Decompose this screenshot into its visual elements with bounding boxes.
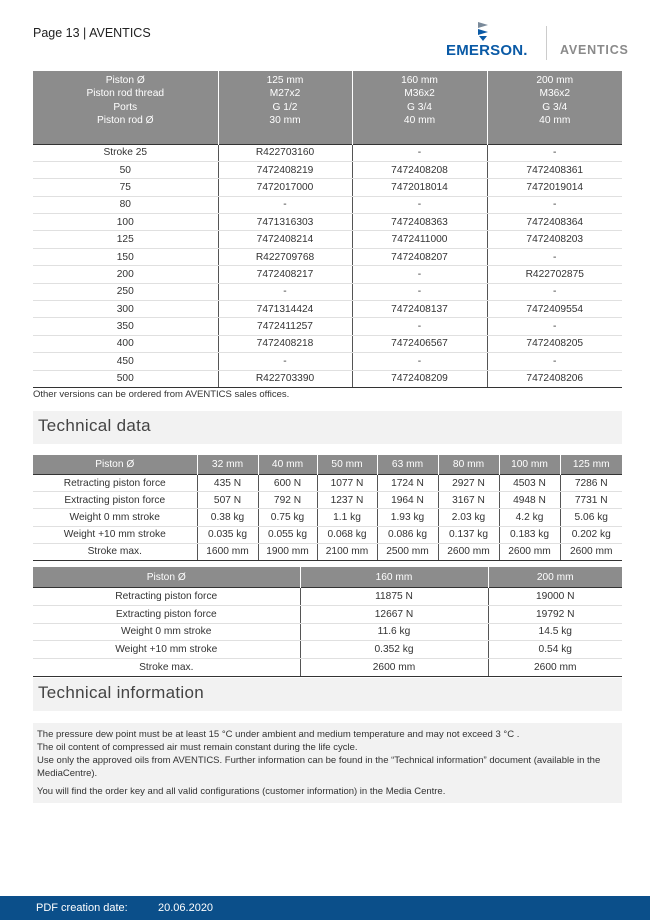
header-cell: Piston Ø bbox=[33, 567, 300, 588]
table-row bbox=[33, 335, 622, 352]
table-cell: 19000 N bbox=[488, 588, 622, 606]
header-line: 30 mm bbox=[269, 114, 301, 126]
table-cell: 7472408218 bbox=[218, 335, 352, 352]
table-row bbox=[33, 196, 622, 213]
section-title: Technical information bbox=[38, 683, 204, 702]
table-row bbox=[33, 370, 622, 387]
header-line: G 1/2 bbox=[272, 101, 298, 113]
table-row bbox=[33, 318, 622, 335]
table-cell: Stroke max. bbox=[33, 543, 197, 560]
table-cell: R422709768 bbox=[218, 248, 352, 265]
table-cell: 450 bbox=[33, 353, 218, 370]
table-cell: 1.93 kg bbox=[377, 509, 438, 526]
table-cell: 7472406567 bbox=[352, 335, 487, 352]
table-cell: 7472408217 bbox=[218, 266, 352, 283]
table-cell: 0.352 kg bbox=[300, 641, 488, 659]
table-cell: - bbox=[487, 248, 622, 265]
header-line: 125 mm bbox=[266, 75, 304, 86]
table-cell: - bbox=[487, 144, 622, 161]
table-cell: 200 bbox=[33, 266, 218, 283]
table-cell: 1237 N bbox=[317, 492, 377, 509]
info-paragraph: The oil content of compressed air must remain constant during the life cycle. bbox=[37, 742, 358, 753]
technical-data-table-small bbox=[33, 455, 622, 561]
table-cell: Retracting piston force bbox=[33, 588, 300, 606]
header-cell bbox=[218, 71, 352, 144]
table-cell: R422703160 bbox=[218, 144, 352, 161]
table-cell: 2600 mm bbox=[499, 543, 560, 560]
table-row bbox=[33, 605, 622, 623]
header-line: G 3/4 bbox=[407, 101, 432, 113]
table-cell: 7731 N bbox=[560, 492, 622, 509]
info-paragraph: Use only the approved oils from AVENTICS. Further information can be found in the “Technical information” document (available in the MediaCentre). bbox=[37, 755, 601, 779]
table-row bbox=[33, 283, 622, 300]
header-cell: 40 mm bbox=[258, 455, 317, 475]
table-cell: 2927 N bbox=[438, 475, 499, 492]
table-row bbox=[33, 161, 622, 178]
header-row bbox=[33, 567, 622, 588]
table-cell: 0.086 kg bbox=[377, 526, 438, 543]
table-cell: Weight +10 mm stroke bbox=[33, 641, 300, 659]
table-cell: 7472408203 bbox=[487, 231, 622, 248]
header-cell: 63 mm bbox=[377, 455, 438, 475]
info-paragraph: You will find the order key and all valid configurations (customer information) in the Media Centre. bbox=[37, 786, 446, 797]
table-cell: 14.5 kg bbox=[488, 623, 622, 641]
table-cell: - bbox=[218, 196, 352, 213]
table-cell: 4.2 kg bbox=[499, 509, 560, 526]
table-cell: 50 bbox=[33, 161, 218, 178]
table-cell: 0.202 kg bbox=[560, 526, 622, 543]
table-cell: 500 bbox=[33, 370, 218, 387]
table-cell: 7472411000 bbox=[352, 231, 487, 248]
table-cell: 12667 N bbox=[300, 605, 488, 623]
table-row bbox=[33, 231, 622, 248]
table-cell: 2600 mm bbox=[300, 659, 488, 677]
header-cell: 100 mm bbox=[499, 455, 560, 475]
table-row bbox=[33, 526, 622, 543]
header-line: G 3/4 bbox=[542, 101, 568, 113]
table-cell: 7472017000 bbox=[218, 179, 352, 196]
table-row bbox=[33, 179, 622, 196]
table-cell: 2600 mm bbox=[488, 659, 622, 677]
table-row bbox=[33, 659, 622, 677]
table-cell: 400 bbox=[33, 335, 218, 352]
header-line: Ports bbox=[113, 101, 138, 113]
logo-divider bbox=[546, 26, 547, 60]
table-cell: 792 N bbox=[258, 492, 317, 509]
section-technical-information bbox=[33, 678, 622, 711]
header-cell bbox=[352, 71, 487, 144]
table-cell: 11.6 kg bbox=[300, 623, 488, 641]
table-cell: - bbox=[218, 353, 352, 370]
table-cell: R422703390 bbox=[218, 370, 352, 387]
footer-date: 20.06.2020 bbox=[158, 902, 214, 914]
table-cell: 2.03 kg bbox=[438, 509, 499, 526]
table-row bbox=[33, 475, 622, 492]
table-cell: - bbox=[487, 353, 622, 370]
table-cell: 150 bbox=[33, 248, 218, 265]
table-cell: 435 N bbox=[197, 475, 258, 492]
table-cell: 7472409554 bbox=[487, 301, 622, 318]
header-cell bbox=[487, 71, 622, 144]
table-row bbox=[33, 248, 622, 265]
header-cell bbox=[33, 71, 218, 144]
table-cell: 75 bbox=[33, 179, 218, 196]
header-cell: 80 mm bbox=[438, 455, 499, 475]
table-cell: 1077 N bbox=[317, 475, 377, 492]
header-line: M36x2 bbox=[404, 88, 435, 100]
table-cell: - bbox=[352, 353, 487, 370]
header-cell: Piston Ø bbox=[33, 455, 197, 475]
table-cell: R422702875 bbox=[487, 266, 622, 283]
table-row bbox=[33, 509, 622, 526]
table-cell: - bbox=[352, 196, 487, 213]
table-cell: 5.06 kg bbox=[560, 509, 622, 526]
header-line: Piston rod Ø bbox=[96, 114, 154, 126]
table-row bbox=[33, 301, 622, 318]
table-cell: 0.055 kg bbox=[258, 526, 317, 543]
table-cell: 7471314424 bbox=[218, 301, 352, 318]
header-cell: 125 mm bbox=[560, 455, 622, 475]
table-cell: 2600 mm bbox=[560, 543, 622, 560]
section-title: Technical data bbox=[38, 416, 151, 435]
table-row bbox=[33, 266, 622, 283]
sales-note: Other versions can be ordered from AVENTICS sales offices. bbox=[33, 389, 290, 400]
table-row bbox=[33, 144, 622, 161]
table-cell: 7472408208 bbox=[352, 161, 487, 178]
table-cell: 507 N bbox=[197, 492, 258, 509]
table-cell: 7472408205 bbox=[487, 335, 622, 352]
table-cell: Weight +10 mm stroke bbox=[33, 526, 197, 543]
table-cell: 2500 mm bbox=[377, 543, 438, 560]
table-cell: - bbox=[352, 318, 487, 335]
header-line: M27x2 bbox=[269, 88, 301, 100]
technical-information-box bbox=[33, 723, 622, 803]
table-cell: 1.1 kg bbox=[317, 509, 377, 526]
table-cell: 11875 N bbox=[300, 588, 488, 606]
table-cell: Stroke 25 bbox=[33, 144, 218, 161]
table-cell: 0.75 kg bbox=[258, 509, 317, 526]
table-cell: - bbox=[352, 266, 487, 283]
table-row bbox=[33, 492, 622, 509]
table-cell: 7472019014 bbox=[487, 179, 622, 196]
table-cell: 3167 N bbox=[438, 492, 499, 509]
order-numbers-table bbox=[33, 71, 622, 388]
aventics-wordmark: AVENTICS bbox=[560, 43, 629, 57]
table-cell: 0.137 kg bbox=[438, 526, 499, 543]
table-row bbox=[33, 543, 622, 560]
table-cell: 7472408364 bbox=[487, 214, 622, 231]
table-cell: 250 bbox=[33, 283, 218, 300]
table-cell: 80 bbox=[33, 196, 218, 213]
table-cell: 0.54 kg bbox=[488, 641, 622, 659]
header-line: 40 mm bbox=[403, 114, 436, 126]
table-cell: 7472411257 bbox=[218, 318, 352, 335]
table-cell: 7472408214 bbox=[218, 231, 352, 248]
technical-data-table-large bbox=[33, 567, 622, 677]
header-line: 40 mm bbox=[539, 114, 571, 126]
page-header-title: Page 13 | AVENTICS bbox=[33, 26, 151, 40]
table-cell: 7472408209 bbox=[352, 370, 487, 387]
table-cell: Stroke max. bbox=[33, 659, 300, 677]
header-row bbox=[33, 71, 622, 144]
header-line: 200 mm bbox=[536, 75, 574, 86]
table-cell: 1900 mm bbox=[258, 543, 317, 560]
table-cell: 7472018014 bbox=[352, 179, 487, 196]
table-cell: 0.035 kg bbox=[197, 526, 258, 543]
table-cell: 100 bbox=[33, 214, 218, 231]
table-cell: 7286 N bbox=[560, 475, 622, 492]
table-cell: 7472408137 bbox=[352, 301, 487, 318]
table-row bbox=[33, 641, 622, 659]
table-cell: 7472408219 bbox=[218, 161, 352, 178]
table-cell: 19792 N bbox=[488, 605, 622, 623]
table-cell: - bbox=[487, 196, 622, 213]
table-cell: 600 N bbox=[258, 475, 317, 492]
table-cell: 300 bbox=[33, 301, 218, 318]
header-line: Piston rod thread bbox=[86, 88, 165, 100]
table-cell: 7472408206 bbox=[487, 370, 622, 387]
table-cell: 1600 mm bbox=[197, 543, 258, 560]
table-cell: - bbox=[487, 318, 622, 335]
table-cell: Retracting piston force bbox=[33, 475, 197, 492]
table-cell: Extracting piston force bbox=[33, 605, 300, 623]
header-line: 160 mm bbox=[401, 75, 438, 86]
table-cell: 7471316303 bbox=[218, 214, 352, 231]
table-cell: Extracting piston force bbox=[33, 492, 197, 509]
table-row bbox=[33, 353, 622, 370]
header-line: M36x2 bbox=[539, 88, 571, 100]
table-cell: 1964 N bbox=[377, 492, 438, 509]
footer-label: PDF creation date: bbox=[36, 902, 128, 914]
table-cell: 0.38 kg bbox=[197, 509, 258, 526]
emerson-logo-icon bbox=[475, 20, 491, 42]
table-row bbox=[33, 623, 622, 641]
header-cell: 160 mm bbox=[300, 567, 488, 588]
table-row bbox=[33, 588, 622, 606]
header-cell: 50 mm bbox=[317, 455, 377, 475]
header-line: Piston Ø bbox=[105, 75, 145, 86]
table-cell: - bbox=[352, 144, 487, 161]
table-row bbox=[33, 214, 622, 231]
table-cell: 4948 N bbox=[499, 492, 560, 509]
footer-bar bbox=[0, 896, 650, 920]
brand-logo bbox=[446, 20, 636, 62]
table-cell: 7472408363 bbox=[352, 214, 487, 231]
info-paragraph: The pressure dew point must be at least 15 °C under ambient and medium temperature and may not exceed 3 °C . bbox=[37, 729, 520, 740]
table-cell: 125 bbox=[33, 231, 218, 248]
header-row bbox=[33, 455, 622, 475]
header-cell: 32 mm bbox=[197, 455, 258, 475]
table-cell: 7472408207 bbox=[352, 248, 487, 265]
section-technical-data bbox=[33, 411, 622, 444]
table-cell: 1724 N bbox=[377, 475, 438, 492]
header-cell: 200 mm bbox=[488, 567, 622, 588]
table-cell: - bbox=[352, 283, 487, 300]
table-cell: 7472408361 bbox=[487, 161, 622, 178]
table-cell: - bbox=[218, 283, 352, 300]
table-cell: 2100 mm bbox=[317, 543, 377, 560]
emerson-wordmark: EMERSON. bbox=[446, 42, 528, 59]
table-cell: Weight 0 mm stroke bbox=[33, 623, 300, 641]
table-cell: 0.068 kg bbox=[317, 526, 377, 543]
table-cell: 2600 mm bbox=[438, 543, 499, 560]
table-cell: Weight 0 mm stroke bbox=[33, 509, 197, 526]
table-cell: 4503 N bbox=[499, 475, 560, 492]
table-cell: - bbox=[487, 283, 622, 300]
table-cell: 0.183 kg bbox=[499, 526, 560, 543]
table-cell: 350 bbox=[33, 318, 218, 335]
